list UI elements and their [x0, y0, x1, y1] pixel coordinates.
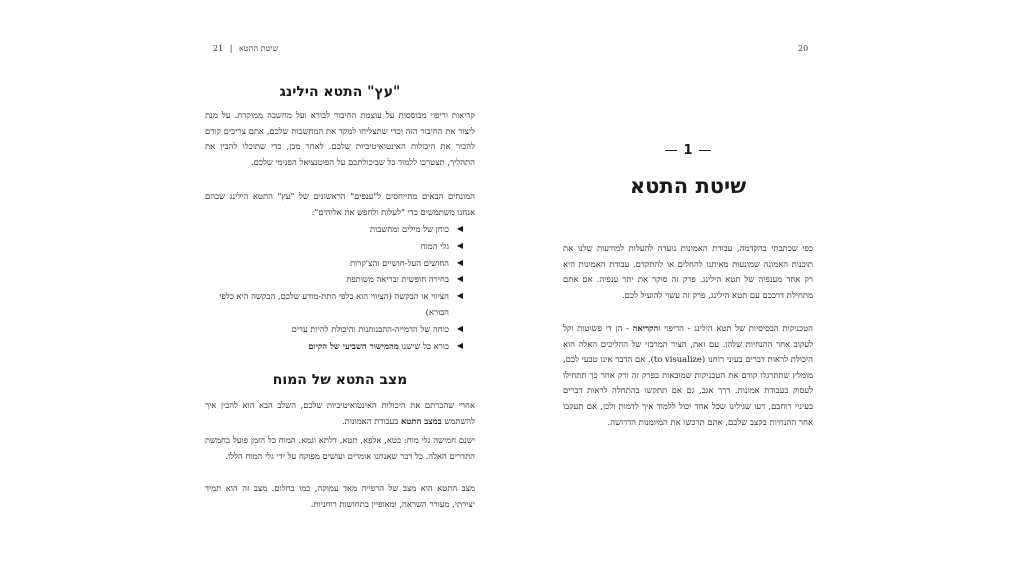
left-page-number: 21	[213, 44, 224, 53]
arrow-bullet-icon: ◀	[456, 341, 463, 351]
paragraph-terms-intro: המונחים הבאים מתייחסים ל"ענפים" הראשונים של "עץ" התטא הילינג שבהם אנחנו משתמשים כדי "לעלות ולחפש את אלוהים":	[205, 191, 475, 217]
list-item: ◀ כוחה של הדמייה-ההבנותנות והיכולת להיות עדים	[205, 321, 475, 338]
list-item: ◀ גלי המוח	[205, 238, 475, 255]
list-item: ◀ כוחן של מילים ומחשבות	[205, 221, 475, 238]
list-item: ◀ בורא כל שישנו מהמישור השביעי של הקיום	[205, 338, 475, 355]
right-page-number: 20	[798, 44, 809, 53]
list-item: ◀ החושים העל-חושיים והצ'קרות	[205, 255, 475, 272]
arrow-bullet-icon: ◀	[456, 274, 463, 284]
left-header-title: שיטת התטא	[238, 44, 279, 53]
left-page	[205, 0, 475, 576]
dash-right	[699, 150, 711, 151]
paragraph-theta-state: מצב התטא הוא מצב של הרפייה מאד עמוקה, כמו בחלום. מצב זה הוא תמיד יצירתי, מעורר השראה, ומאופיין בתחושות רוחניות.	[205, 483, 475, 509]
chapter-number: 1	[563, 143, 813, 158]
paragraph-readings-intro: קריאות וריפוי מבוססות על עוצמת החיבור לבורא ועל מחשבה ממוקדת. על מנת ליצור את החיבור הזה וכדי שתצליחו למקד את המחשבות שלכם, אתם צריכים קודם להכיר את היכולות האינטואיטיביות שלכם. לאחר מכן, כדי שתוכלו להבין את התהליך, תצטרכו ללמוד כל שביכולתכם על הפוטנציאל הפנימי שלכם.	[205, 110, 475, 167]
header-separator: |	[229, 44, 233, 53]
list-item: ◀ בחירה חופשית ובריאה משותפת	[205, 271, 475, 288]
chapter-title: שיטת התטא	[629, 174, 747, 198]
paragraph-basic-techniques: הטכניקות הבסיסיות של תטא הילינג - הריפוי והקריאה - הן די פשוטות וקל לעקוב אחר ההנחיות שלהן. עם זאת, הציר המרכזי של ההליכים האלה הוא היכולת לראות דברים בעיני רוחנו (to visualize). אם הדבר אינו טבעי לכם, מומלץ שתתרגלו קודם את הטכניקות שמובאות בפרק זה ורק אחר כך תתחילו לעסוק בעבודת אמונות. דרך אגב, גם אם תתקשו בהתחלה לראות דברים בעיניי רוחכם, דעו שגילינו שכל אחד יכול ללמוד איך לדמות ולכן, אם תעקבו אחר ההנחיות בקצב שלכם, אתם תרכשו את המיומנות הדרושה.	[563, 323, 813, 427]
section-title-theta-tree: "עץ" התטא הילינג	[279, 84, 401, 100]
arrow-bullet-icon: ◀	[456, 324, 463, 334]
branches-list	[205, 221, 475, 355]
right-page	[563, 0, 813, 576]
paragraph-after-intuition: אחרי שהכרתם את היכולות האינטואיטיביות שלכם, השלב הבא הוא להבין איך להשתמש במצב התטא בעבודת האמונות.	[205, 400, 475, 426]
left-running-header	[213, 44, 278, 53]
paragraph-beliefs-work: כפי שכתבתי בהקדמה, עבודת האמונות נועדה להעלות למודעות שלנו את תוכנות האמונה שמונעות מאיתנו להחלים או להתקדם. עבודת האמונות היא רק אחד מענפיה של תטא הילינג. פרק זה סוקר את יתר ענפיה. אם אתם מתחילת דרככם עם תטא הילינג, פרק זה עשוי להועיל לכם.	[563, 243, 813, 300]
paragraph-five-brainwaves: ישנם חמישה גלי מוח: בטא, אלפא, תטא, דלתא וגמא. המוח כל הזמן פועל בחמשת התדרים האלה. כל דבר שאנחנו אומרים ועושים מפוקח על ידי גלי המוח הללו.	[205, 435, 475, 461]
arrow-bullet-icon: ◀	[456, 257, 463, 267]
list-item: ◀ הציווי או הבקשה (הציווי הוא כלפי התת-מודע שלכם, הבקשה היא כלפי הבורא)	[205, 288, 475, 321]
arrow-bullet-icon: ◀	[456, 224, 463, 233]
section-title-theta-brain-state: מצב התטא של המוח	[272, 372, 408, 388]
arrow-bullet-icon: ◀	[456, 240, 463, 250]
arrow-bullet-icon: ◀	[456, 291, 463, 301]
dash-left	[665, 150, 677, 151]
